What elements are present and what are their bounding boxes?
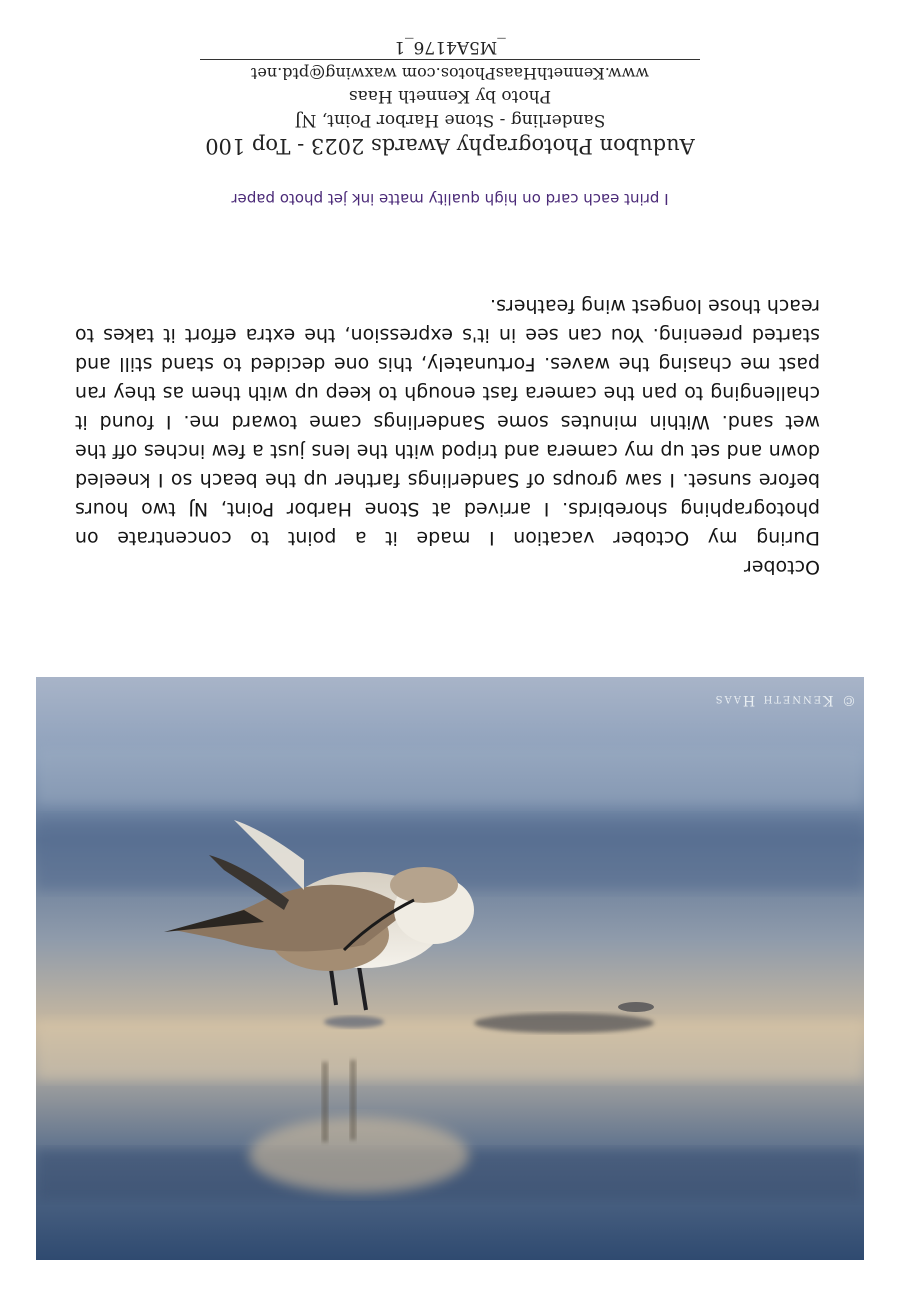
website-email: www.KennethHaasPhotos.com waxwing@ptd.net [200,59,700,84]
story-section [75,291,820,581]
print-note: I print each card on high quality matte ink jet photo paper [231,190,669,208]
sanderling-photo [36,677,864,1260]
story-text: During my October vacation I made it a point to concentrate on photographing shorebirds. I arrived at Stone Harbor Point, NJ two hours before sunset. I saw groups of Sanderlings farther up the beach so I kneeled down and set up my camera and tripod with the lens just a few inches off the wet sand. Within minutes some Sanderlings came toward me. I found it challenging to pan the camera fast enough to keep up with them as they ran past me chasing the waves. Fortunately, this one decided to stand still and started preening. You can see in it's expression, the extra effort it takes to reach those longest wing feathers. [75,295,820,549]
award-title: Audubon Photography Awards 2023 - Top 100 [205,134,695,158]
sanderling-photo-illustration [36,677,864,1260]
image-reference: _M5A4176_1 [394,37,506,57]
photo-copyright: © Kenneth Haas [713,692,856,708]
credits-block [200,35,700,160]
photographer-credit: Photo by Kenneth Haas [348,86,552,106]
story-month: October [743,556,820,578]
photo-caption: Sanderling - Stone Harbor Point, NJ [294,110,606,130]
